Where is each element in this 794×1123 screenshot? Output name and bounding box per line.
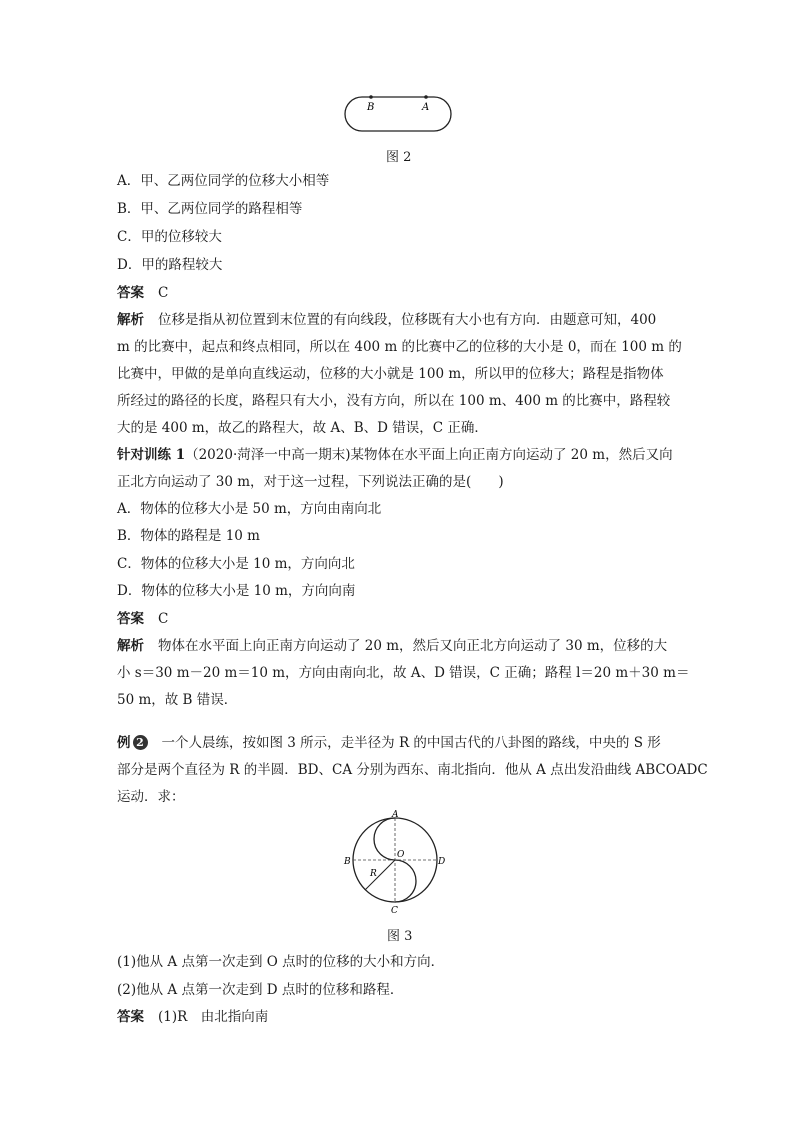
analysis-label: 解析 <box>117 312 144 328</box>
bagua-label-o: O <box>397 850 405 860</box>
bagua-label-c: C <box>391 906 398 916</box>
track-point-b <box>369 95 373 99</box>
answer-value: C <box>158 285 169 301</box>
analysis-2-line-1 <box>117 637 667 655</box>
analysis-text: 位移是指从初位置到末位置的有向线段，位移既有大小也有方向．由题意可知，400 <box>158 312 657 328</box>
option-2-b: B．物体的路程是 10 m <box>117 528 260 544</box>
analysis-1-line-2: m 的比赛中，起点和终点相同，所以在 400 m 的比赛中乙的位移的大小是 0，而在 100 m 的 <box>117 339 682 355</box>
bagua-label-a: A <box>392 810 399 820</box>
option-c: C．甲的位移较大 <box>117 229 222 245</box>
answer-value: (1)R 由北指向南 <box>158 1009 269 1025</box>
example-label: 例 <box>117 735 131 751</box>
answer-label: 答案 <box>117 1009 144 1025</box>
figure-3-bagua-diagram <box>340 810 450 920</box>
track-outline <box>345 97 451 131</box>
bagua-label-d: D <box>438 857 446 867</box>
question-1: (1)他从 A 点第一次走到 O 点时的位移的大小和方向． <box>117 954 445 970</box>
option-2-c: C．物体的位移大小是 10 m，方向向北 <box>117 556 355 572</box>
track-label-b: B <box>367 102 375 113</box>
option-2-a: A．物体的位移大小是 50 m，方向由南向北 <box>117 501 382 517</box>
example-2-line-2: 部分是两个直径为 R 的半圆．BD、CA 分别为西东、南北指向．他从 A 点出发沿曲线 ABCOADC <box>117 762 708 778</box>
example-number-badge: 2 <box>133 735 148 750</box>
analysis-1-line-3: 比赛中，甲做的是单向直线运动，位移的大小就是 100 m，所以甲的位移大；路程是指物体 <box>117 366 664 382</box>
training-label: 针对训练 1 <box>117 447 186 463</box>
option-b: B．甲、乙两位同学的路程相等 <box>117 201 303 217</box>
option-a: A．甲、乙两位同学的位移大小相等 <box>117 173 330 189</box>
analysis-1-line-1 <box>117 311 656 329</box>
analysis-label: 解析 <box>117 638 144 654</box>
example-text: 一个人晨练，按如图 3 所示，走半径为 R 的中国古代的八卦图的路线，中央的 S 形 <box>161 735 661 751</box>
answer-label: 答案 <box>117 611 144 627</box>
answer-1 <box>117 284 168 302</box>
training-1-line-2: 正北方向运动了 30 m，对于这一过程，下列说法正确的是( ) <box>117 474 504 490</box>
analysis-2-line-2: 小 s＝30 m－20 m＝10 m，方向由南向北，故 A、D 错误，C 正确；路程 l＝20 m＋30 m＝ <box>117 665 690 681</box>
figure-2-caption: 图 2 <box>386 150 412 165</box>
bagua-label-r: R <box>370 869 377 879</box>
answer-2 <box>117 610 168 628</box>
figure-3-caption: 图 3 <box>387 929 413 944</box>
question-2: (2)他从 A 点第一次走到 D 点时的位移和路程． <box>117 982 404 998</box>
option-2-d: D．物体的位移大小是 10 m，方向向南 <box>117 583 356 599</box>
figure-2-track-diagram <box>340 92 456 136</box>
bagua-label-b: B <box>344 857 351 867</box>
option-d: D．甲的路程较大 <box>117 257 223 273</box>
example-2-line-1 <box>117 734 661 752</box>
analysis-2-line-3: 50 m，故 B 错误． <box>117 692 238 708</box>
analysis-1-line-4: 所经过的路径的长度，路程只有大小，没有方向，所以在 100 m、400 m 的比赛中，路程较 <box>117 393 671 409</box>
analysis-text: 物体在水平面上向正南方向运动了 20 m，然后又向正北方向运动了 30 m，位移的大 <box>158 638 668 654</box>
training-text: （2020·菏泽一中高一期末)某物体在水平面上向正南方向运动了 20 m，然后又向 <box>185 447 673 463</box>
analysis-1-line-5: 大的是 400 m，故乙的路程大，故 A、B、D 错误，C 正确． <box>117 420 488 436</box>
answer-3 <box>117 1008 268 1026</box>
track-point-a <box>424 95 428 99</box>
example-2-line-3: 运动．求： <box>117 789 185 805</box>
answer-label: 答案 <box>117 285 144 301</box>
answer-value: C <box>158 611 169 627</box>
track-label-a: A <box>422 102 430 113</box>
training-1-line-1 <box>117 446 673 464</box>
